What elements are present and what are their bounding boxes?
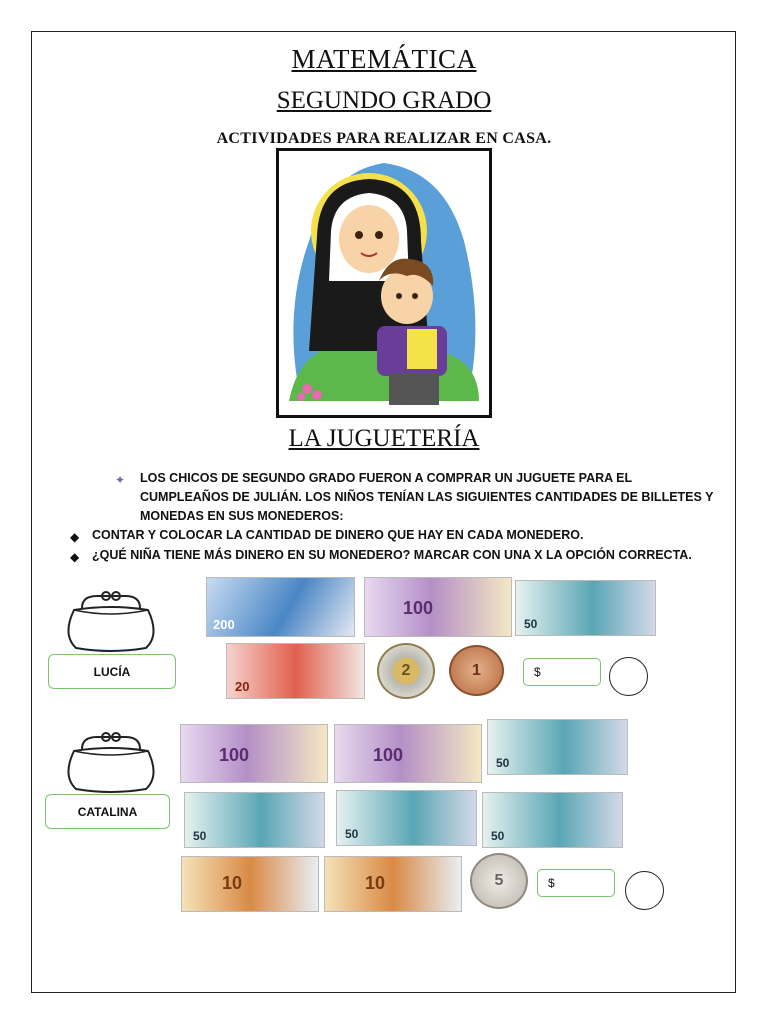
- bill-50: [515, 580, 656, 636]
- coin-1: [449, 645, 504, 696]
- bill-10: [181, 856, 319, 912]
- intro-line-1: LOS CHICOS DE SEGUNDO GRADO FUERON A COMPRAR UN JUGUETE PARA EL: [140, 471, 633, 485]
- nun-and-child-illustration: [276, 148, 492, 418]
- coin-value: 1: [472, 661, 481, 679]
- bill-value: 50: [496, 756, 510, 770]
- lucia-answer-input[interactable]: $: [523, 658, 601, 686]
- bill-10: [324, 856, 462, 912]
- coin-5: [470, 853, 528, 909]
- lucia-choice-circle[interactable]: [609, 657, 648, 696]
- grade-title: SEGUNDO GRADO: [276, 87, 492, 114]
- page-title: MATEMÁTICA: [291, 44, 477, 74]
- lucia-name-box: LUCÍA: [48, 654, 176, 689]
- bill-value: 10: [365, 873, 386, 893]
- leaf-bullet-icon: ◆: [70, 530, 80, 544]
- leaf-bullet-icon: ◆: [70, 550, 80, 564]
- activities-subtitle: ACTIVIDADES PARA REALIZAR EN CASA.: [216, 130, 552, 147]
- bill-value: 50: [193, 829, 207, 843]
- bill-100: [364, 577, 512, 637]
- instruction-2: [92, 546, 692, 565]
- instruction-1: CONTAR Y COLOCAR LA CANTIDAD DE DINERO QUE HAY EN CADA MONEDERO.: [92, 528, 584, 542]
- bill-100: [334, 724, 482, 783]
- bill-value: 100: [219, 745, 250, 765]
- bill-value: 20: [235, 679, 250, 694]
- intro-line-3: MONEDAS EN SUS MONEDEROS:: [140, 509, 344, 523]
- intro-line-2: CUMPLEAÑOS DE JULIÁN. LOS NIÑOS TENÍAN LAS SIGUIENTES CANTIDADES DE BILLETES Y: [140, 490, 714, 504]
- purse-icon: [62, 590, 160, 654]
- catalina-choice-circle[interactable]: [625, 871, 664, 910]
- bill-50: [184, 792, 325, 848]
- purse-icon: [62, 731, 160, 795]
- catalina-name-box: CATALINA: [45, 794, 170, 829]
- star-bullet-icon: ✦: [115, 473, 126, 487]
- bill-50: [482, 792, 623, 848]
- bill-value: 50: [524, 617, 538, 631]
- bill-20: [226, 643, 365, 699]
- coin-value: 5: [494, 872, 504, 889]
- catalina-answer-input[interactable]: $: [537, 869, 615, 897]
- bill-value: 50: [491, 829, 505, 843]
- bill-50: [336, 790, 477, 846]
- bill-value: 200: [213, 617, 235, 632]
- bill-value: 50: [345, 827, 359, 841]
- bill-100: [180, 724, 328, 783]
- coin-value: 2: [401, 662, 411, 679]
- bill-value: 100: [373, 745, 404, 765]
- instruction-2-question: ¿QUÉ NIÑA TIENE MÁS DINERO EN SU MONEDERO?: [92, 548, 411, 562]
- instruction-2-rest: MARCAR CON UNA X LA OPCIÓN CORRECTA.: [410, 548, 692, 562]
- bill-value: 100: [403, 598, 434, 618]
- bill-200: [206, 577, 355, 637]
- section-title: LA JUGUETERÍA: [288, 425, 480, 452]
- bill-value: 10: [222, 873, 243, 893]
- coin-2: [377, 643, 435, 699]
- bill-50: [487, 719, 628, 775]
